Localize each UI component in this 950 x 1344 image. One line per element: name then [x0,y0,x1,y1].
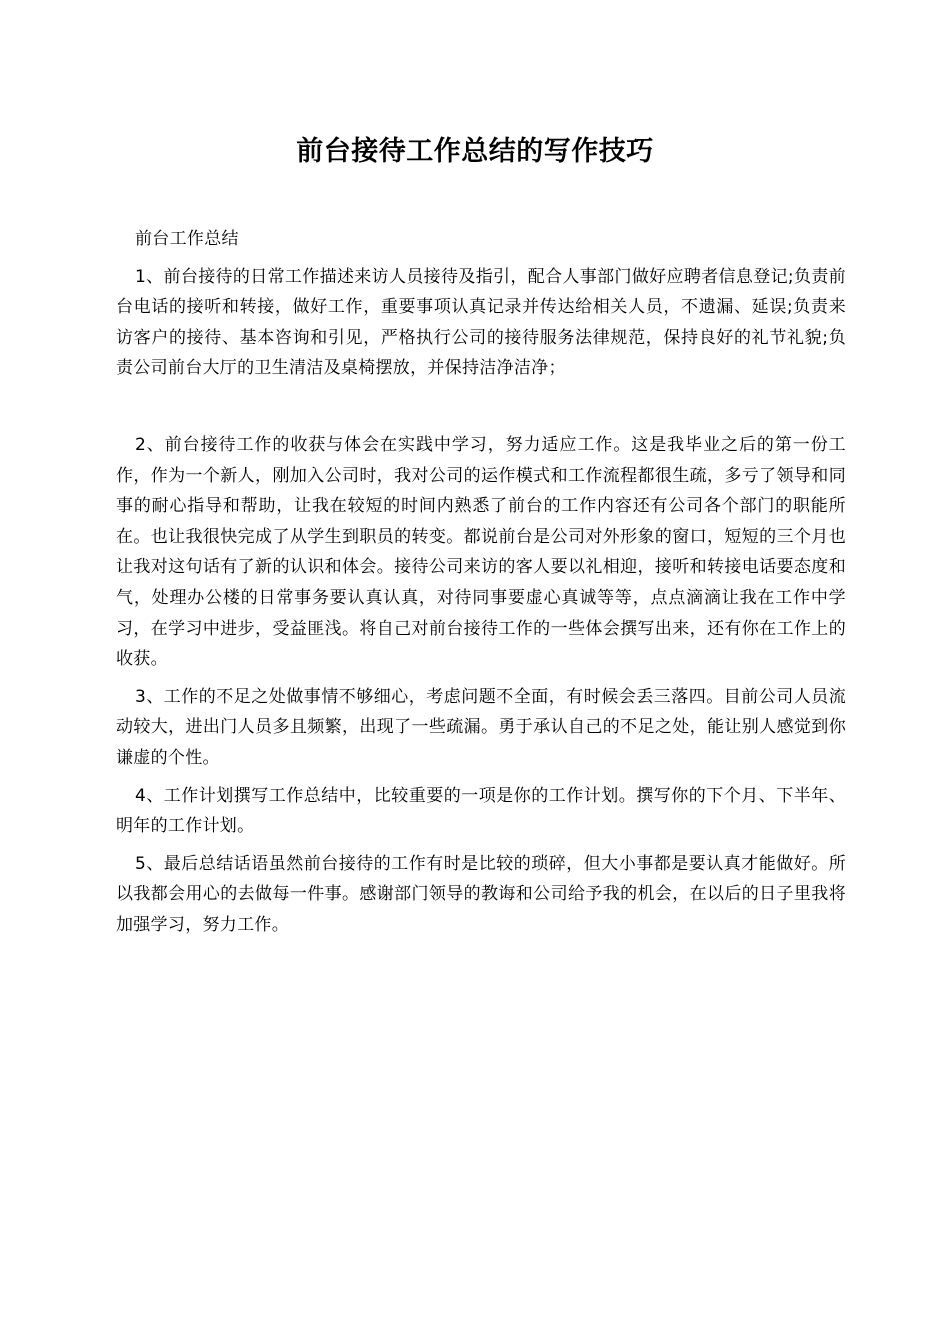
paragraph-2: 2、前台接待工作的收获与体会在实践中学习，努力适应工作。这是我毕业之后的第一份工作，作为一个新人，刚加入公司时，我对公司的运作模式和工作流程都很生疏，多亏了领导和同事的耐心指导和帮助，让我在较短的时间内熟悉了前台的工作内容还有公司各个部门的职能所在。也让我很快完成了从学生到职员的转变。都说前台是公司对外形象的窗口，短短的三个月也让我对这句话有了新的认识和体会。接待公司来访的客人要以礼相迎，接听和转接电话要态度和气，处理办公楼的日常事务要认真认真，对待同事要虚心真诚等等，点点滴滴让我在工作中学习，在学习中进步，受益匪浅。将自己对前台接待工作的一些体会撰写出来，还有你在工作上的收获。 [116,434,846,670]
paragraph-4: 4、工作计划撰写工作总结中，比较重要的一项是你的工作计划。撰写你的下个月、下半年、明年的工作计划。 [116,785,846,837]
document-title: 前台接待工作总结的写作技巧 [296,136,654,167]
paragraph-5: 5、最后总结话语虽然前台接待的工作有时是比较的琐碎，但大小事都是要认真才能做好。所以我都会用心的去做每一件事。感谢部门领导的教诲和公司给予我的机会，在以后的日子里我将加强学习，努力工作。 [116,853,846,935]
section-heading: 前台工作总结 [135,229,239,249]
paragraph-1: 1、前台接待的日常工作描述来访人员接待及指引，配合人事部门做好应聘者信息登记;负责前台电话的接听和转接，做好工作，重要事项认真记录并传达给相关人员，不遗漏、延误;负责来访客户的接待、基本咨询和引见，严格执行公司的接待服务法律规范，保持良好的礼节礼貌;负责公司前台大厅的卫生清洁及桌椅摆放，并保持洁净洁净； [116,266,846,379]
document-body [116,224,846,947]
paragraph-3: 3、工作的不足之处做事情不够细心，考虑问题不全面，有时候会丢三落四。目前公司人员流动较大，进出门人员多且频繁，出现了一些疏漏。勇于承认自己的不足之处，能让别人感觉到你谦虚的个性。 [116,686,846,768]
